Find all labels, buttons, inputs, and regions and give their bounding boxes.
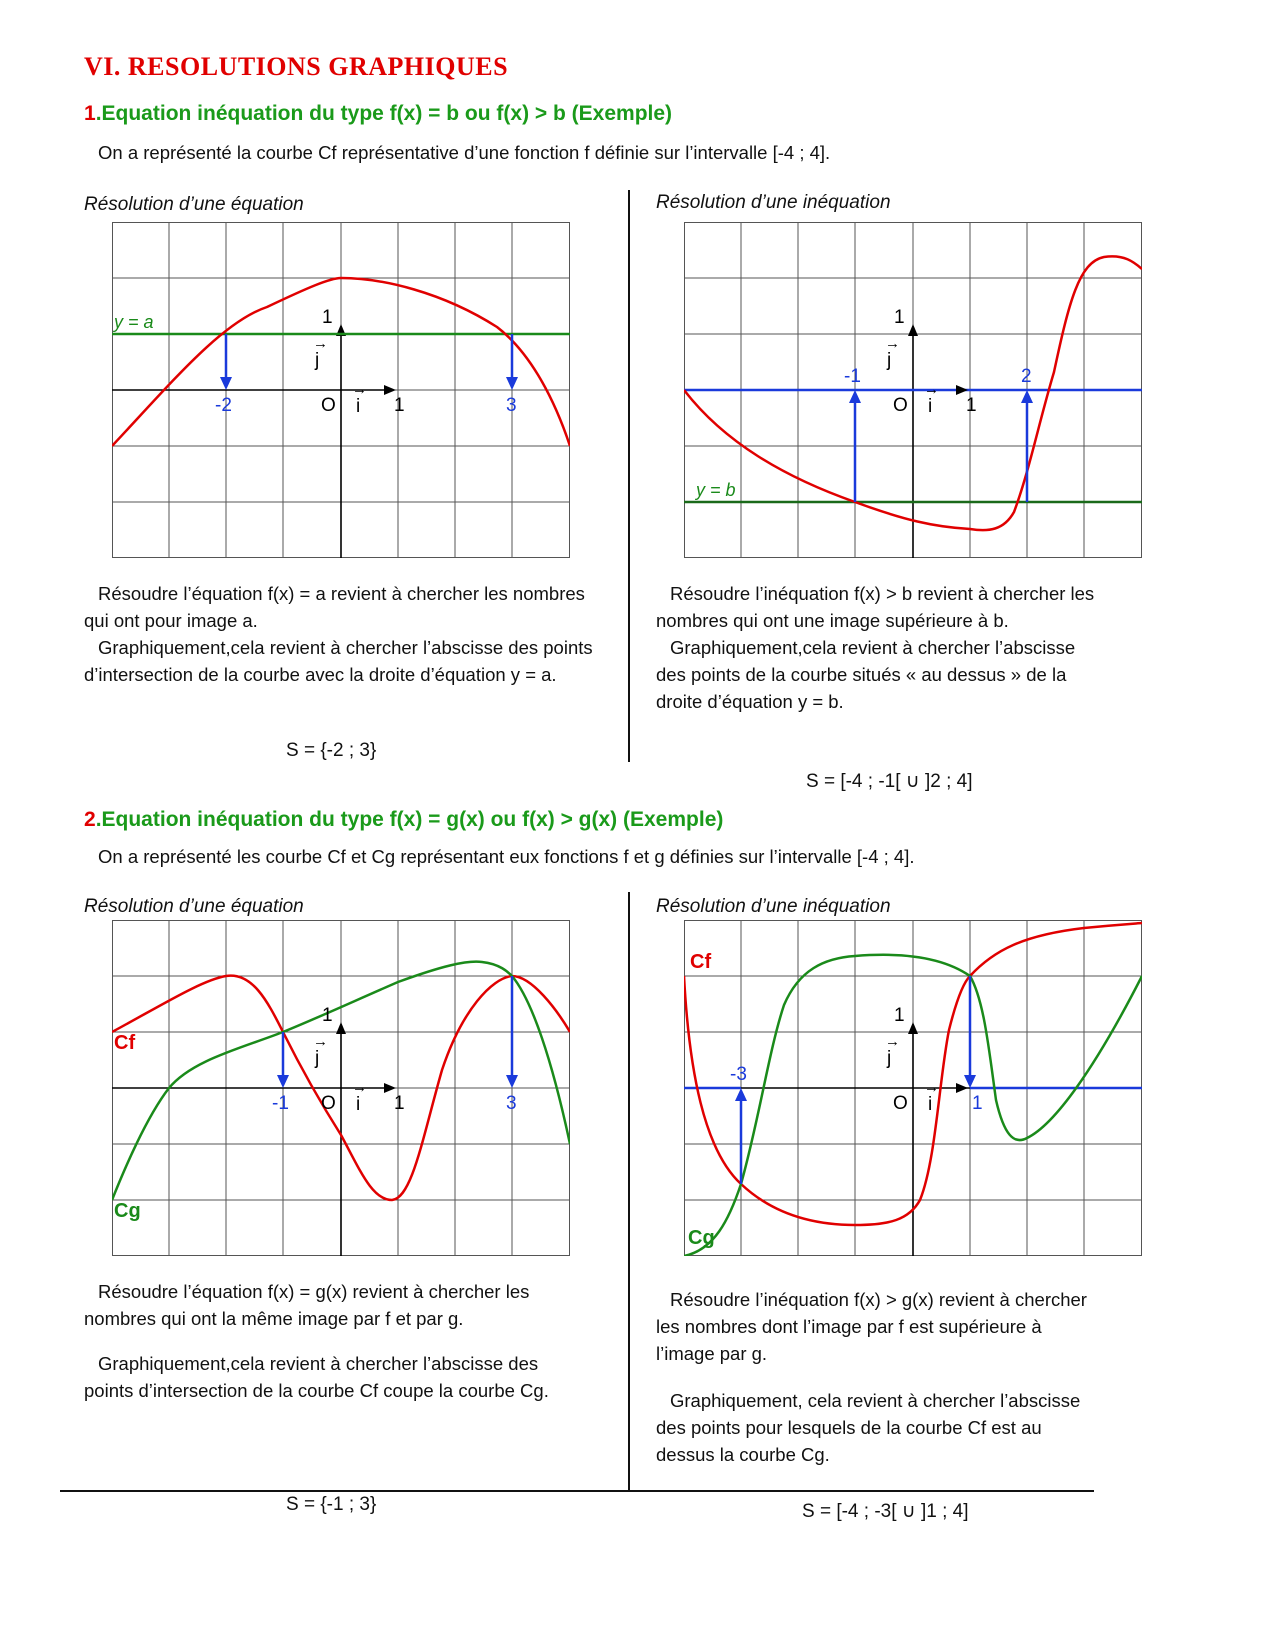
column-divider bbox=[628, 190, 630, 762]
vector-j: j bbox=[887, 350, 892, 371]
origin-label: O bbox=[321, 1093, 336, 1114]
origin-label: O bbox=[893, 395, 908, 416]
vector-i: i bbox=[928, 396, 933, 417]
root-label: 3 bbox=[506, 395, 517, 416]
section-1-heading-text: .Equation inéquation du type f(x) = b ou f(x) > b (Exemple) bbox=[95, 102, 673, 125]
s2-right-solution: S = [-4 ; -3[ ∪ ]1 ; 4] bbox=[802, 1501, 969, 1522]
line-label: y = b bbox=[696, 480, 736, 500]
page-title: VI. RESOLUTIONS GRAPHIQUES bbox=[84, 52, 509, 81]
vector-i: i bbox=[356, 1094, 361, 1115]
section-1-number: 1 bbox=[84, 102, 96, 125]
vector-j: j bbox=[887, 1048, 892, 1069]
vector-arrow: → bbox=[924, 381, 939, 398]
s2-right-caption: Résolution d’une inéquation bbox=[656, 896, 891, 917]
s1-right-text bbox=[656, 580, 1096, 715]
s2-left-solution: S = {-1 ; 3} bbox=[286, 1494, 377, 1515]
paragraph: Graphiquement,cela revient à chercher l’abscisse des points d’intersection de la courbe Cf coupe la courbe Cg. bbox=[84, 1353, 549, 1401]
vector-arrow: → bbox=[352, 381, 367, 398]
paragraph: Graphiquement,cela revient à chercher l’abscisse des points de la courbe situés « au dessus » de la droite d’équation y = b. bbox=[656, 637, 1076, 712]
paragraph: Résoudre l’équation f(x) = g(x) revient à chercher les nombres qui ont la même image par f et par g. bbox=[84, 1281, 530, 1329]
unit-x-label: 1 bbox=[394, 1093, 405, 1114]
graph-inequation-2 bbox=[684, 920, 1142, 1256]
paragraph: Graphiquement, cela revient à chercher l’abscisse des points pour lesquels de la courbe Cf est au dessus la courbe Cg. bbox=[656, 1390, 1081, 1465]
vector-j: j bbox=[315, 350, 320, 371]
section-2-heading-text: .Equation inéquation du type f(x) = g(x) ou f(x) > g(x) (Exemple) bbox=[95, 808, 724, 831]
s2-left-caption: Résolution d’une équation bbox=[84, 896, 304, 917]
unit-y-label: 1 bbox=[322, 1005, 333, 1026]
root-label: 2 bbox=[1021, 366, 1032, 387]
unit-y-label: 1 bbox=[894, 1005, 905, 1026]
origin-label: O bbox=[321, 395, 336, 416]
graph-equation-2 bbox=[112, 920, 570, 1256]
section-2-number: 2 bbox=[84, 808, 96, 831]
root-label: -1 bbox=[844, 366, 861, 387]
column-divider bbox=[628, 892, 630, 1492]
vector-arrow: → bbox=[924, 1079, 939, 1096]
section-1-heading bbox=[84, 102, 672, 126]
s1-left-caption: Résolution d’une équation bbox=[84, 194, 304, 215]
s1-left-text bbox=[84, 580, 604, 688]
paragraph: Graphiquement,cela revient à chercher l’abscisse des points d’intersection de la courbe avec la droite d’équation y = a. bbox=[84, 637, 593, 685]
section-2-intro: On a représenté les courbe Cf et Cg représentant eux fonctions f et g définies sur l’intervalle [-4 ; 4]. bbox=[98, 846, 915, 867]
vector-arrow: → bbox=[885, 1033, 900, 1050]
s1-right-solution: S = [-4 ; -1[ ∪ ]2 ; 4] bbox=[806, 771, 973, 792]
unit-x-label: 1 bbox=[966, 395, 977, 416]
unit-x-label: 1 bbox=[394, 395, 405, 416]
root-label: -3 bbox=[730, 1064, 747, 1085]
root-label: 1 bbox=[972, 1093, 983, 1114]
vector-arrow: → bbox=[313, 1033, 328, 1050]
origin-label: O bbox=[893, 1093, 908, 1114]
s1-left-solution: S = {-2 ; 3} bbox=[286, 740, 377, 761]
graph-equation-1 bbox=[112, 222, 570, 558]
vector-arrow: → bbox=[885, 335, 900, 352]
unit-y-label: 1 bbox=[322, 307, 333, 328]
vector-arrow: → bbox=[352, 1079, 367, 1096]
vector-j: j bbox=[315, 1048, 320, 1069]
s1-right-caption: Résolution d’une inéquation bbox=[656, 192, 891, 213]
graph-inequation-1 bbox=[684, 222, 1142, 558]
section-2-heading bbox=[84, 808, 723, 832]
root-label: -1 bbox=[272, 1093, 289, 1114]
cf-label: Cf bbox=[690, 951, 712, 973]
root-label: -2 bbox=[215, 395, 232, 416]
unit-y-label: 1 bbox=[894, 307, 905, 328]
section-1-intro: On a représenté la courbe Cf représentative d’une fonction f définie sur l’intervalle [-4 ; 4]. bbox=[98, 142, 831, 163]
vector-i: i bbox=[928, 1094, 933, 1115]
bottom-rule bbox=[60, 1490, 1094, 1492]
cg-label: Cg bbox=[114, 1200, 141, 1222]
cf-label: Cf bbox=[114, 1032, 136, 1054]
root-label: 3 bbox=[506, 1093, 517, 1114]
paragraph: Résoudre l’inéquation f(x) > g(x) revient à chercher les nombres dont l’image par f est supérieure à l’image par g. bbox=[656, 1289, 1087, 1364]
vector-arrow: → bbox=[313, 335, 328, 352]
paragraph: Résoudre l’inéquation f(x) > b revient à chercher les nombres qui ont une image supérieure à b. bbox=[656, 583, 1095, 631]
line-label: y = a bbox=[114, 312, 154, 332]
paragraph: Résoudre l’équation f(x) = a revient à chercher les nombres qui ont pour image a. bbox=[84, 583, 585, 631]
cg-label: Cg bbox=[688, 1227, 715, 1249]
vector-i: i bbox=[356, 396, 361, 417]
s2-right-text bbox=[656, 1286, 1096, 1468]
s2-left-text bbox=[84, 1278, 584, 1404]
